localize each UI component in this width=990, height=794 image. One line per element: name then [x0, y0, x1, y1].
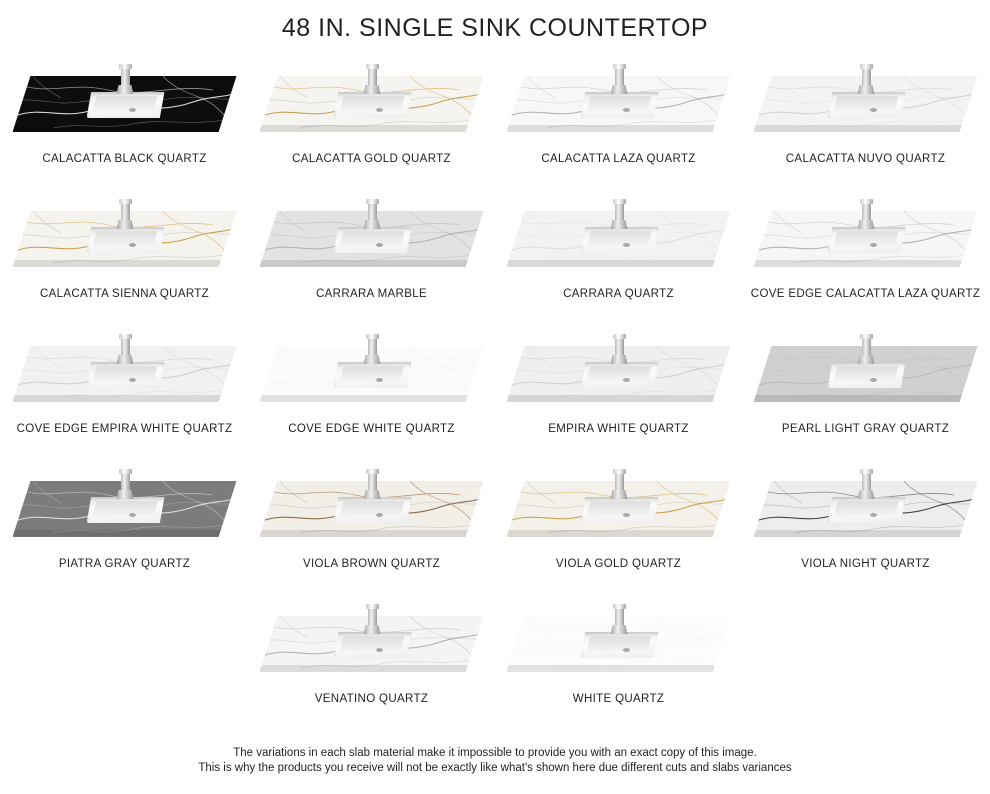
- faucet-icon: [611, 604, 627, 638]
- slab-front-edge: [754, 530, 978, 537]
- product-cell[interactable]: [248, 186, 495, 321]
- slab-front-edge: [507, 395, 731, 402]
- countertop-image[interactable]: [12, 186, 238, 286]
- product-cell[interactable]: [495, 456, 742, 591]
- faucet-icon: [117, 64, 133, 98]
- slab-front-edge: [507, 665, 731, 672]
- basin-inner: [833, 366, 899, 383]
- faucet-icon: [364, 469, 380, 503]
- faucet-cap: [119, 199, 132, 204]
- basin-inner: [339, 636, 405, 653]
- faucet-base: [611, 490, 628, 499]
- slab-front-edge: [754, 395, 978, 402]
- faucet-cap: [366, 469, 379, 474]
- product-cell[interactable]: [1, 51, 248, 186]
- slab-front-edge: [260, 260, 484, 267]
- faucet-icon: [858, 199, 874, 233]
- slab-front-edge: [13, 125, 237, 132]
- slab-front-edge: [13, 395, 237, 402]
- faucet-base: [364, 625, 381, 634]
- faucet-cap: [860, 64, 873, 69]
- basin-inner: [833, 96, 899, 113]
- faucet-cap: [366, 604, 379, 609]
- faucet-base: [117, 85, 134, 94]
- product-label: CALACATTA BLACK QUARTZ: [42, 153, 207, 165]
- faucet-icon: [611, 334, 627, 368]
- product-cell[interactable]: [495, 186, 742, 321]
- product-cell[interactable]: [248, 321, 495, 456]
- faucet-icon: [364, 64, 380, 98]
- product-label: CARRARA QUARTZ: [563, 288, 674, 300]
- countertop-image[interactable]: [506, 591, 732, 691]
- basin-inner: [586, 231, 652, 248]
- product-cell[interactable]: [1, 321, 248, 456]
- faucet-cap: [613, 334, 626, 339]
- faucet-cap: [119, 469, 132, 474]
- basin-inner: [586, 96, 652, 113]
- faucet-cap: [366, 334, 379, 339]
- product-label: COVE EDGE CALACATTA LAZA QUARTZ: [750, 288, 981, 300]
- countertop-image[interactable]: [753, 51, 979, 151]
- disclaimer-line-2: This is why the products you receive will not be exactly like what's shown here due different cuts and slabs variances: [198, 762, 792, 774]
- product-label: CALACATTA SIENNA QUARTZ: [39, 288, 210, 300]
- basin-inner: [586, 501, 652, 518]
- faucet-base: [611, 355, 628, 364]
- countertop-image[interactable]: [259, 51, 485, 151]
- slab-front-edge: [260, 665, 484, 672]
- countertop-image[interactable]: [12, 51, 238, 151]
- product-cell[interactable]: [495, 591, 742, 726]
- countertop-image[interactable]: [753, 186, 979, 286]
- product-label: VIOLA GOLD QUARTZ: [555, 558, 682, 570]
- basin-inner: [586, 636, 652, 653]
- faucet-icon: [858, 334, 874, 368]
- countertop-image[interactable]: [12, 321, 238, 421]
- faucet-base: [117, 220, 134, 229]
- slab-front-edge: [260, 530, 484, 537]
- faucet-cap: [119, 334, 132, 339]
- slab-front-edge: [754, 125, 978, 132]
- faucet-base: [858, 85, 875, 94]
- product-label: VENATINO QUARTZ: [314, 693, 429, 705]
- product-label: COVE EDGE EMPIRA WHITE QUARTZ: [16, 423, 233, 435]
- page-title: 48 IN. SINGLE SINK COUNTERTOP: [281, 14, 709, 42]
- faucet-cap: [119, 64, 132, 69]
- faucet-cap: [860, 334, 873, 339]
- faucet-icon: [364, 334, 380, 368]
- slab-front-edge: [13, 530, 237, 537]
- product-label: CARRARA MARBLE: [316, 288, 427, 300]
- product-label: WHITE QUARTZ: [572, 693, 665, 705]
- faucet-base: [364, 355, 381, 364]
- product-cell[interactable]: [1, 456, 248, 591]
- faucet-cap: [860, 469, 873, 474]
- faucet-base: [858, 355, 875, 364]
- basin-inner: [586, 366, 652, 383]
- basin-inner: [339, 501, 405, 518]
- faucet-base: [117, 490, 134, 499]
- faucet-base: [858, 490, 875, 499]
- disclaimer: [0, 746, 990, 776]
- faucet-cap: [613, 469, 626, 474]
- countertop-image[interactable]: [506, 321, 732, 421]
- product-label: EMPIRA WHITE QUARTZ: [548, 423, 689, 435]
- basin-inner: [339, 96, 405, 113]
- faucet-icon: [858, 64, 874, 98]
- faucet-icon: [117, 199, 133, 233]
- basin-inner: [92, 501, 158, 518]
- faucet-cap: [860, 199, 873, 204]
- product-cell[interactable]: [248, 456, 495, 591]
- countertop-image[interactable]: [12, 456, 238, 556]
- faucet-base: [611, 625, 628, 634]
- basin-inner: [833, 231, 899, 248]
- faucet-cap: [613, 64, 626, 69]
- faucet-icon: [117, 334, 133, 368]
- faucet-icon: [858, 469, 874, 503]
- faucet-icon: [611, 64, 627, 98]
- faucet-base: [611, 220, 628, 229]
- basin-inner: [833, 501, 899, 518]
- faucet-icon: [364, 604, 380, 638]
- product-label: VIOLA NIGHT QUARTZ: [801, 558, 930, 570]
- countertop-image[interactable]: [259, 186, 485, 286]
- countertop-image[interactable]: [259, 321, 485, 421]
- slab-front-edge: [507, 125, 731, 132]
- countertop-image[interactable]: [753, 321, 979, 421]
- product-cell[interactable]: [495, 321, 742, 456]
- slab-front-edge: [260, 125, 484, 132]
- basin-inner: [339, 231, 405, 248]
- basin-inner: [92, 231, 158, 248]
- product-label: PEARL LIGHT GRAY QUARTZ: [781, 423, 950, 435]
- faucet-cap: [613, 604, 626, 609]
- faucet-icon: [611, 199, 627, 233]
- basin-inner: [92, 96, 158, 113]
- product-cell[interactable]: [495, 51, 742, 186]
- faucet-cap: [366, 199, 379, 204]
- countertop-image[interactable]: [259, 456, 485, 556]
- product-cell[interactable]: [248, 51, 495, 186]
- product-cell[interactable]: [742, 321, 989, 456]
- faucet-base: [117, 355, 134, 364]
- faucet-icon: [611, 469, 627, 503]
- faucet-cap: [366, 64, 379, 69]
- faucet-base: [364, 85, 381, 94]
- product-cell[interactable]: [1, 186, 248, 321]
- product-label: PIATRA GRAY QUARTZ: [58, 558, 191, 570]
- slab-front-edge: [507, 530, 731, 537]
- slab-front-edge: [13, 260, 237, 267]
- countertop-image[interactable]: [259, 591, 485, 691]
- faucet-base: [364, 490, 381, 499]
- slab-front-edge: [754, 260, 978, 267]
- faucet-base: [611, 85, 628, 94]
- product-cell[interactable]: [742, 186, 989, 321]
- slab-front-edge: [507, 260, 731, 267]
- faucet-base: [858, 220, 875, 229]
- countertop-image[interactable]: [753, 456, 979, 556]
- product-label: CALACATTA GOLD QUARTZ: [292, 153, 451, 165]
- faucet-cap: [613, 199, 626, 204]
- faucet-base: [364, 220, 381, 229]
- countertop-image[interactable]: [506, 456, 732, 556]
- product-cell[interactable]: [248, 591, 495, 726]
- product-label: CALACATTA LAZA QUARTZ: [541, 153, 696, 165]
- product-label: VIOLA BROWN QUARTZ: [302, 558, 441, 570]
- product-grid: [0, 51, 990, 726]
- disclaimer-line-1: The variations in each slab material make it impossible to provide you with an exact copy of this image.: [233, 747, 757, 759]
- product-cell[interactable]: [742, 51, 989, 186]
- faucet-icon: [364, 199, 380, 233]
- faucet-icon: [117, 469, 133, 503]
- slab-front-edge: [260, 395, 484, 402]
- product-cell[interactable]: [742, 456, 989, 591]
- product-label: COVE EDGE WHITE QUARTZ: [288, 423, 455, 435]
- product-label: CALACATTA NUVO QUARTZ: [785, 153, 946, 165]
- basin-inner: [92, 366, 158, 383]
- countertop-image[interactable]: [506, 51, 732, 151]
- basin-inner: [339, 366, 405, 383]
- countertop-image[interactable]: [506, 186, 732, 286]
